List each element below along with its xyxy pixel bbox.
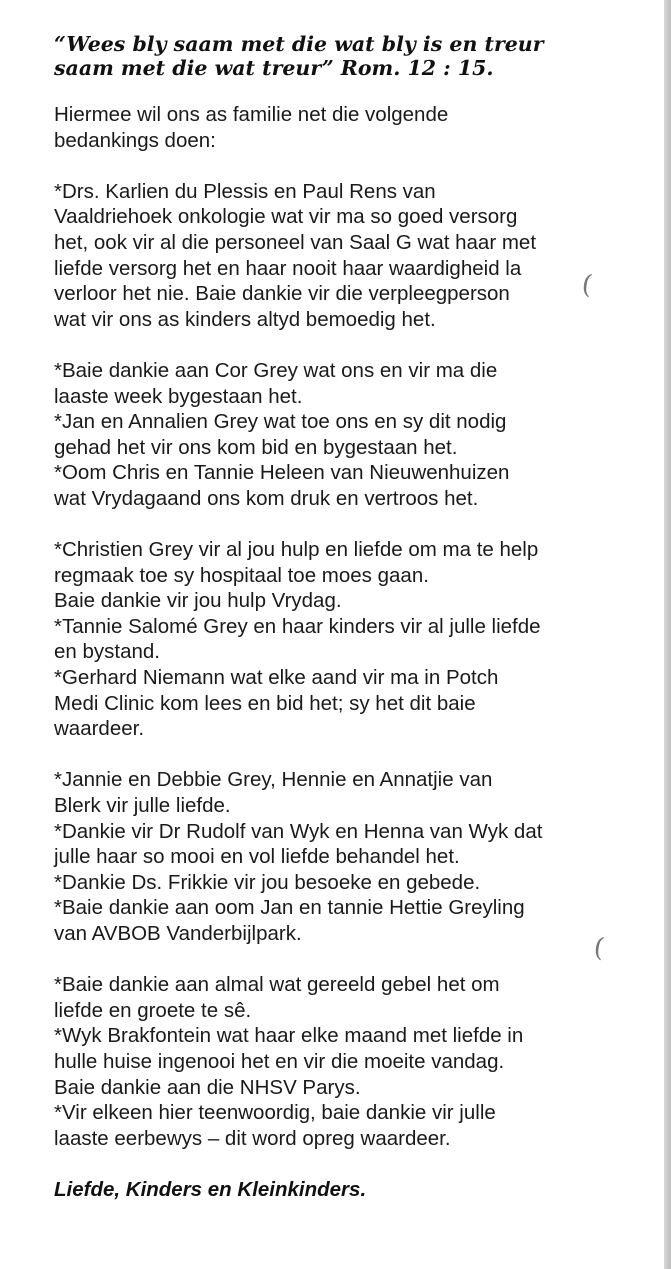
paragraph xyxy=(54,102,614,153)
text-line: *Vir elkeen hier teenwoordig, baie dankie vir julle xyxy=(54,1101,496,1125)
text-line: *Jannie en Debbie Grey, Hennie en Annatjie van xyxy=(54,768,493,792)
text-line: Medi Clinic kom lees en bid het; sy het dit baie xyxy=(54,691,476,715)
text-line: *Jan en Annalien Grey wat toe ons en sy dit nodig xyxy=(54,410,507,434)
text-line: het, ook vir al die personeel van Saal G wat haar met xyxy=(54,230,537,254)
acknowledgements xyxy=(54,102,614,1151)
signoff: Liefde, Kinders en Kleinkinders. xyxy=(54,1178,367,1202)
text-line: *Dankie Ds. Frikkie vir jou besoeke en gebede. xyxy=(54,870,481,894)
text-line: Vaaldriehoek onkologie wat vir ma so goed versorg xyxy=(54,205,518,229)
scan-mark: ( xyxy=(579,269,595,301)
text-line: Blerk vir julle liefde. xyxy=(54,794,231,818)
page-edge xyxy=(664,0,671,1269)
scripture-quote xyxy=(54,32,614,80)
text-line: regmaak toe sy hospitaal toe moes gaan. xyxy=(54,563,429,587)
text-line: liefde en groete te sê. xyxy=(54,998,252,1022)
paragraph xyxy=(54,179,614,333)
text-line: *Tannie Salomé Grey en haar kinders vir al julle liefde xyxy=(54,614,541,638)
paragraph xyxy=(54,537,614,742)
text-line: laaste eerbewys – dit word opreg waardeer. xyxy=(54,1126,451,1150)
text-line: hulle huise ingenooi het en vir die moeite vandag. xyxy=(54,1049,505,1073)
text-line: van AVBOB Vanderbijlpark. xyxy=(54,922,302,945)
text-line: *Drs. Karlien du Plessis en Paul Rens van xyxy=(54,179,436,203)
text-line: liefde versorg het en haar nooit haar waardigheid la xyxy=(54,256,522,280)
text-line: wat vir ons as kinders altyd bemoedig het. xyxy=(54,307,436,331)
quote-line: saam met die wat treur” Rom. 12 : 15. xyxy=(54,56,494,80)
text-line: *Baie dankie aan oom Jan en tannie Hettie Greyling xyxy=(54,896,525,920)
text-line: *Christien Grey vir al jou hulp en liefde om ma te help xyxy=(54,538,539,562)
text-line: Baie dankie aan die NHSV Parys. xyxy=(54,1075,361,1099)
text-line: laaste week bygestaan het. xyxy=(54,384,303,408)
paragraph xyxy=(54,972,614,1151)
paragraph xyxy=(54,358,614,512)
thank-you-notice xyxy=(54,32,614,1203)
quote-line: “Wees bly saam met die wat bly is en treur xyxy=(54,32,544,56)
text-line: verloor het nie. Baie dankie vir die verpleegperson xyxy=(54,282,510,306)
text-line: waardeer. xyxy=(54,717,145,741)
text-line: *Baie dankie aan almal wat gereeld gebel het om xyxy=(54,973,500,997)
text-line: *Baie dankie aan Cor Grey wat ons en vir ma die xyxy=(54,358,498,382)
text-line: *Dankie vir Dr Rudolf van Wyk en Henna van Wyk dat xyxy=(54,819,543,843)
text-line: *Wyk Brakfontein wat haar elke maand met liefde in xyxy=(54,1024,524,1048)
text-line: Baie dankie vir jou hulp Vrydag. xyxy=(54,589,342,613)
text-line: en bystand. xyxy=(54,640,160,664)
text-line: bedankings doen: xyxy=(54,128,216,152)
paragraph xyxy=(54,767,614,946)
scan-mark: ( xyxy=(591,932,607,964)
text-line: Hiermee wil ons as familie net die volgende xyxy=(54,103,449,126)
text-line: *Gerhard Niemann wat elke aand vir ma in Potch xyxy=(54,666,499,690)
text-line: *Oom Chris en Tannie Heleen van Nieuwenhuizen xyxy=(54,461,510,485)
text-line: gehad het vir ons kom bid en bygestaan het. xyxy=(54,435,458,459)
text-line: wat Vrydagaand ons kom druk en vertroos het. xyxy=(54,486,479,510)
text-line: julle haar so mooi en vol liefde behandel het. xyxy=(54,845,460,869)
